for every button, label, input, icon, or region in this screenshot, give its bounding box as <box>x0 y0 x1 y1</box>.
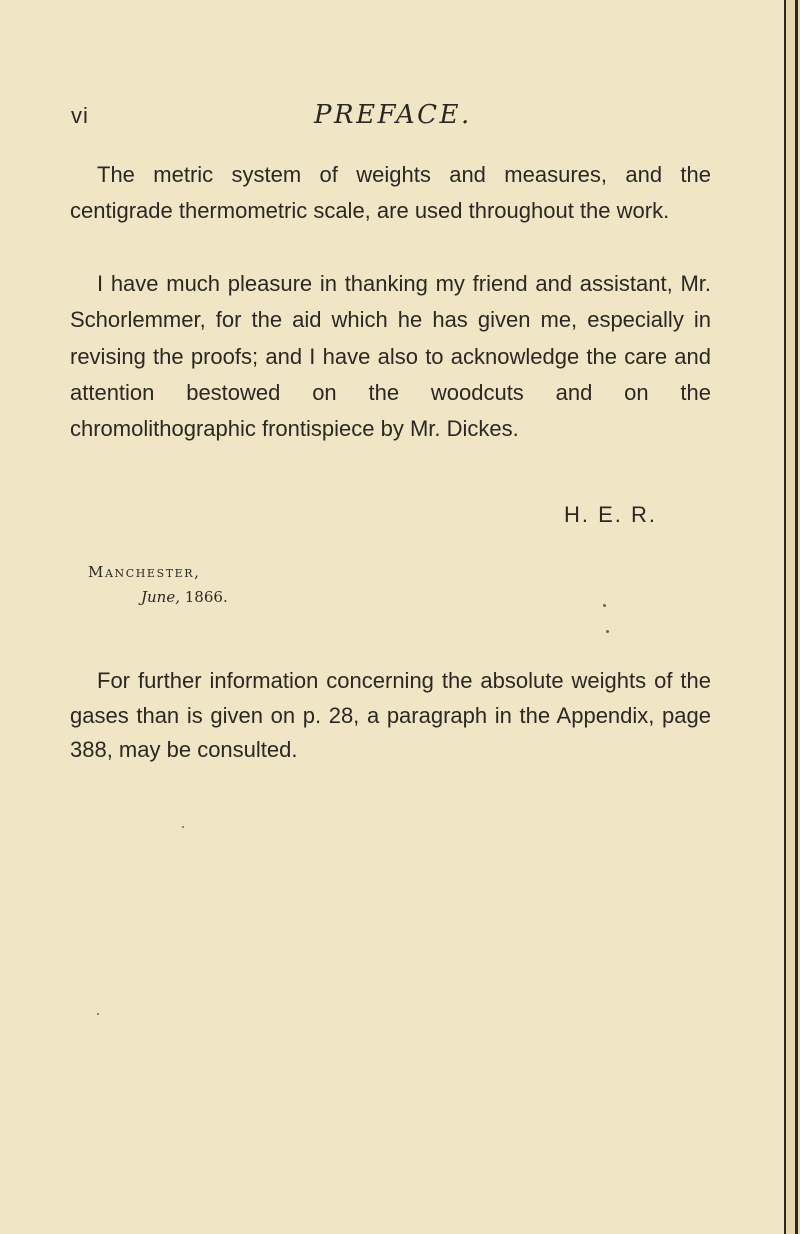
place-line: Manchester, <box>88 563 201 581</box>
paper-speck <box>603 604 606 607</box>
paper-speck <box>606 630 609 633</box>
author-signature: H. E. R. <box>564 502 658 527</box>
date-month: June, <box>141 588 180 606</box>
paragraph-metric-system: The metric system of weights and measures, and the centigrade thermometric scale, are used throughout the work. <box>70 162 711 224</box>
date-year: 1866. <box>184 588 228 606</box>
date-line <box>141 588 228 606</box>
running-head: PREFACE. <box>314 100 472 130</box>
paragraph-acknowledgements: I have much pleasure in thanking my friend and assistant, Mr. Schorlemmer, for the aid which he has given me, especially in revising the proofs; and I have also to acknowledge the care and attention bestowed on the woodcuts and on the chromolithographic frontispiece by Mr. Dickes. <box>70 271 711 442</box>
paragraph-further-information: For further information concerning the absolute weights of the gases than is given on p. 28, a paragraph in the Appendix, page 388, may be consulted. <box>70 668 711 762</box>
page-edge-line <box>784 0 786 1234</box>
page-header <box>60 100 720 136</box>
page-number: vi <box>71 103 89 128</box>
page-edge-line-outer <box>795 0 798 1234</box>
paper-speck <box>97 1013 99 1015</box>
paper-speck <box>182 826 184 828</box>
